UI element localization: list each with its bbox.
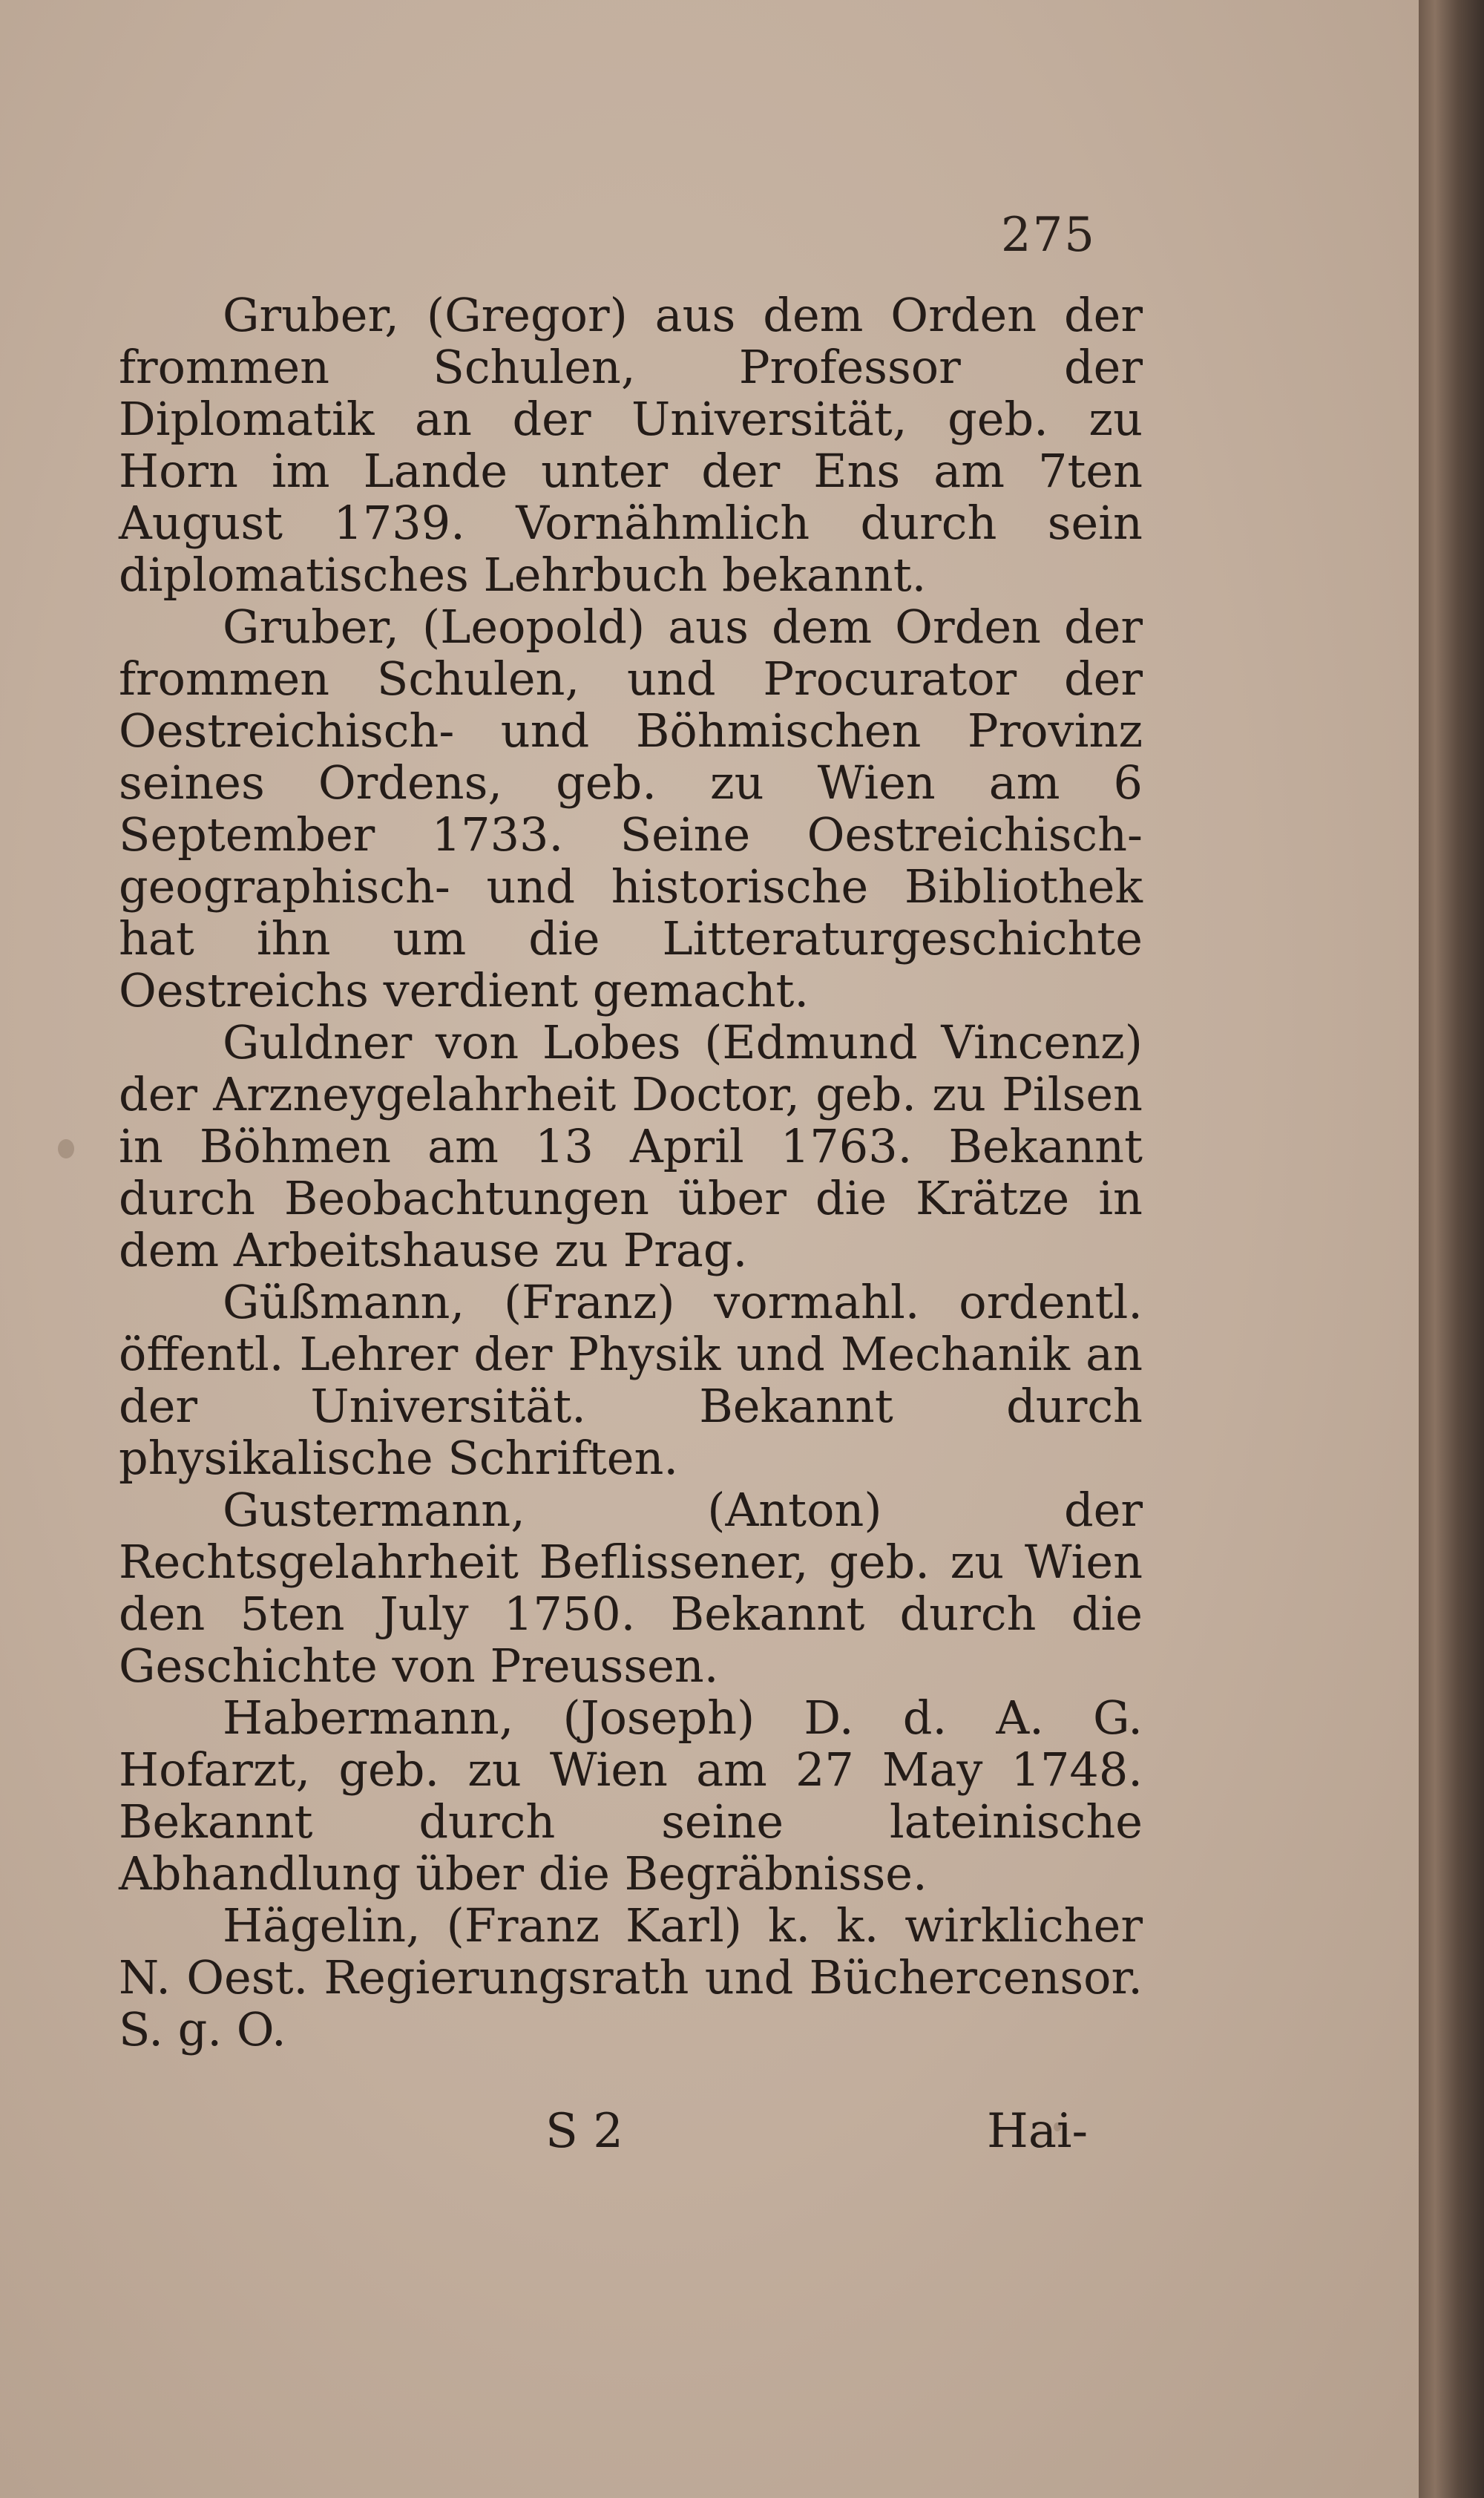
page-number: 275 bbox=[1000, 208, 1096, 263]
entry-gustermann: Gustermann, (Anton) der Rechtsgelahrheit Beflissener, geb. zu Wien den 5ten July 1750. Bekannt durch die Geschichte von Preussen. bbox=[119, 1483, 1143, 1693]
entry-guldner-von-lobes: Guldner von Lobes (Edmund Vincenz) der Arzneygelahrheit Doctor, geb. zu Pilsen in Böhmen am 13 April 1763. Bekannt durch Beobachtungen über die Krätze in dem Arbeitshause zu Prag. bbox=[119, 1015, 1143, 1277]
page-footer bbox=[0, 2104, 1419, 2171]
entry-gruber-gregor: Gruber, (Gregor) aus dem Orden der frommen Schulen, Professor der Diplomatik an der Universität, geb. zu Horn im Lande unter der Ens am 7ten August 1739. Vornähmlich durch sein diplomatisches Lehrbuch bekannt. bbox=[119, 288, 1143, 602]
catchword: Hai- bbox=[987, 2104, 1089, 2159]
entry-habermann: Habermann, (Joseph) D. d. A. G. Hofarzt, geb. zu Wien am 27 May 1748. Bekannt durch seine lateinische Abhandlung über die Begräbnisse. bbox=[119, 1691, 1143, 1901]
entry-gruber-leopold: Gruber, (Leopold) aus dem Orden der frommen Schulen, und Procurator der Oestreichisch- und Böhmischen Provinz seines Ordens, geb. zu Wien am 6 September 1733. Seine Oestreichisch-geographisch- und historische Bibliothek hat ihn um die Litteraturgeschichte Oestreichs verdient gemacht. bbox=[119, 600, 1143, 1017]
entry-list bbox=[119, 289, 1143, 2056]
entry-guessmann: Güßmann, (Franz) vormahl. ordentl. öffentl. Lehrer der Physik und Mechanik an der Universität. Bekannt durch physikalische Schriften. bbox=[119, 1275, 1143, 1485]
signature-mark: S 2 bbox=[545, 2104, 623, 2159]
entry-haegelin: Hägelin, (Franz Karl) k. k. wirklicher N. Oest. Regierungsrath und Büchercensor. S. g. O. bbox=[119, 1898, 1143, 2056]
paper-stain bbox=[58, 1139, 74, 1158]
book-edge bbox=[1419, 0, 1484, 2498]
